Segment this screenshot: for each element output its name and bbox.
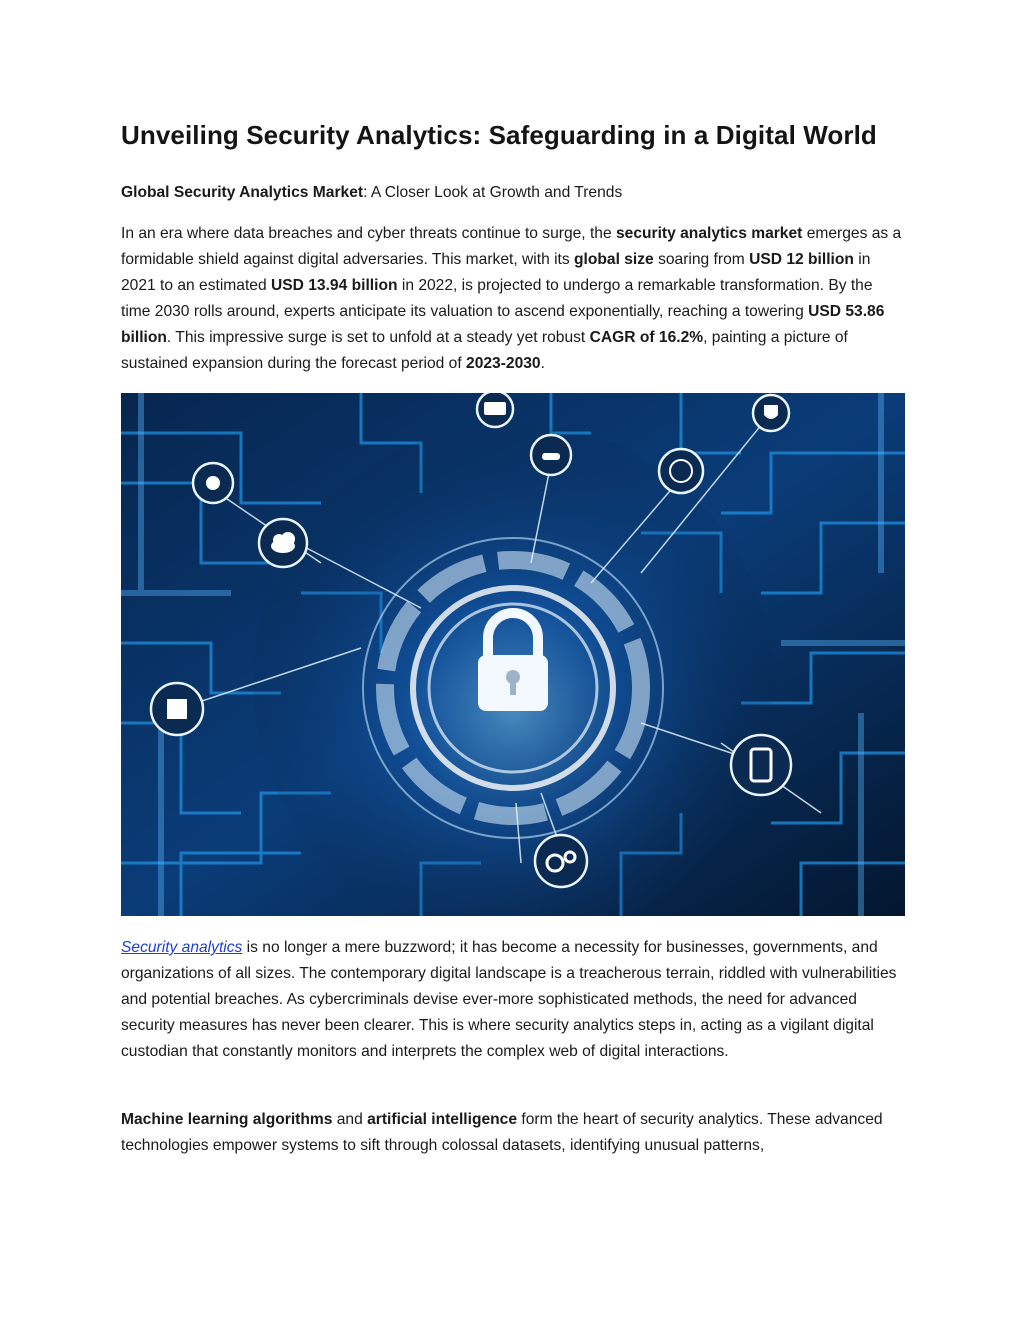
intro-paragraph (121, 221, 905, 377)
intro-text-6: . This impressive surge is set to unfold at a steady yet robust (166, 329, 590, 346)
body2-text-1: and (332, 1111, 368, 1128)
page-title: Unveiling Security Analytics: Safeguarding in a Digital World (121, 120, 877, 150)
body2-bold-1: Machine learning algorithms (121, 1111, 333, 1128)
body1-text: is no longer a mere buzzword; it has become a necessity for businesses, governments, and organizations of all sizes. The contemporary digital landscape is a treacherous terrain, riddled with vulnerabilities and potential breaches. As cybercriminals devise ever-more sophisticated methods, the need for advanced security measures has never been clearer. This is where security analytics steps in, acting as a vigilant digital custodian that constantly monitors and interprets the complex web of digital interactions. (121, 939, 897, 1060)
intro-text-1: In an era where data breaches and cyber threats continue to surge, the (121, 225, 616, 242)
intro-bold-7: 2023-2030 (466, 355, 541, 372)
intro-text-4: in 2021 to an estimated (121, 251, 871, 294)
subtitle-strong: Global Security Analytics Market (121, 184, 364, 201)
intro-text-7: , painting a picture of sustained expansion during the forecast period of (121, 329, 848, 372)
subtitle-rest: : A Closer Look at Growth and Trends (363, 184, 623, 201)
intro-text-3: soaring from (653, 251, 750, 268)
body-paragraph-2 (121, 1107, 905, 1159)
intro-text-2: emerges as a formidable shield against digital adversaries. This market, with its (121, 225, 902, 268)
smartphone-icon (731, 735, 791, 795)
security-analytics-link[interactable]: Security analytics (121, 939, 243, 956)
subtitle (121, 180, 905, 206)
intro-text-5: in 2022, is projected to undergo a remarkable transformation. By the time 2030 rolls around, experts anticipate its valuation to ascend exponentially, reaching a towering (121, 277, 873, 320)
body2-text-2: form the heart of security analytics. These advanced technologies empower systems to sift through colossal datasets, identifying unusual patterns, (121, 1111, 883, 1154)
globe-icon (659, 449, 703, 493)
intro-bold-5: USD 53.86 billion (121, 303, 885, 346)
intro-bold-6: CAGR of 16.2% (589, 329, 704, 346)
cogs-icon (535, 835, 587, 887)
intro-text-8: . (540, 355, 545, 372)
intro-bold-1: security analytics market (615, 225, 803, 242)
intro-bold-4: USD 13.94 billion (270, 277, 398, 294)
body2-bold-2: artificial intelligence (367, 1111, 518, 1128)
hero-image (121, 393, 905, 916)
intro-bold-3: USD 12 billion (749, 251, 854, 268)
intro-bold-2: global size (574, 251, 654, 268)
circuit-illustration (121, 393, 905, 916)
body-paragraph-1 (121, 935, 905, 1065)
